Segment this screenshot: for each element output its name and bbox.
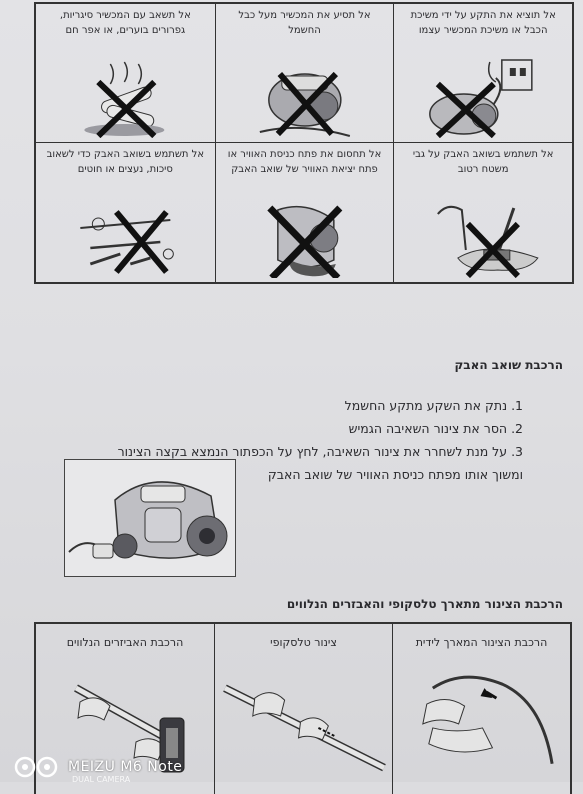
assembly-panel [392, 624, 570, 794]
warning-text: אל תוציא את התקע על ידי משיכת הכבל או משיכת המכשיר עצמו [410, 10, 556, 36]
warnings-grid [34, 2, 574, 284]
step-item: 1. נתק את השקע מתקע החשמל [344, 398, 523, 413]
warning-text: אל תשתמש בשואב האבק כדי לשאוב סיכות, נעצים או חוטים [46, 149, 205, 175]
dual-camera-icon [14, 756, 62, 778]
warning-text: אל תשאב עם המכשיר סיגריות, גפרורים בוערים, או אפר חם [59, 10, 191, 36]
section-title: הרכבת שואב האבק [454, 358, 563, 372]
panel-label: צינור טלסקופי [270, 636, 337, 649]
warning-cell [36, 143, 215, 282]
warning-text: אל תסיע את המכשיר מעל כבל החשמל [238, 10, 371, 36]
warning-cell [393, 143, 572, 282]
telescopic-tube-icon [215, 658, 392, 778]
warning-cell [393, 4, 572, 143]
warning-cell [215, 143, 394, 282]
step-item: ומשוך אותו מפתח כניסת האוויר של שואב האבק [267, 467, 523, 482]
wet-surface-prohibited-icon [394, 194, 572, 278]
assembly-panel [214, 624, 392, 794]
run-over-cord-prohibited-icon [216, 54, 394, 138]
warning-cell [36, 4, 215, 143]
warning-text: אל תחסום את פתח כניסת האוויר או פתח יציאת האוויר של שואב האבק [227, 149, 382, 175]
section-title: הרכבת הצינור מתארך טלסקופי והאבזרים הנלווים [286, 597, 563, 611]
unplug-by-cable-prohibited-icon [394, 54, 572, 138]
warning-text: אל תשתמש בשואב האבק על גבי משטח רטוב [412, 149, 554, 175]
step-item: 3. על מנת לשחרר את צינור השאיבה, לחץ על הכפתור הנמצא בקצה הצינור [117, 444, 523, 459]
watermark-text: MEIZU M6 Note [68, 759, 183, 775]
hose-to-handle-icon [393, 658, 570, 778]
hot-ash-prohibited-icon [36, 54, 215, 138]
step-item: 2. הסר את צינור השאיבה הגמיש [348, 421, 523, 436]
sharp-objects-prohibited-icon [36, 194, 215, 278]
block-vent-prohibited-icon [216, 194, 394, 278]
watermark-subtext: DUAL CAMERA [72, 775, 131, 784]
warning-cell [215, 4, 394, 143]
vacuum-cleaner-illustration [64, 459, 236, 577]
panel-label: הרכבת האביזרים הנלווים [66, 636, 184, 649]
panel-label: הרכבת הצינור המארך לידית [415, 636, 548, 649]
